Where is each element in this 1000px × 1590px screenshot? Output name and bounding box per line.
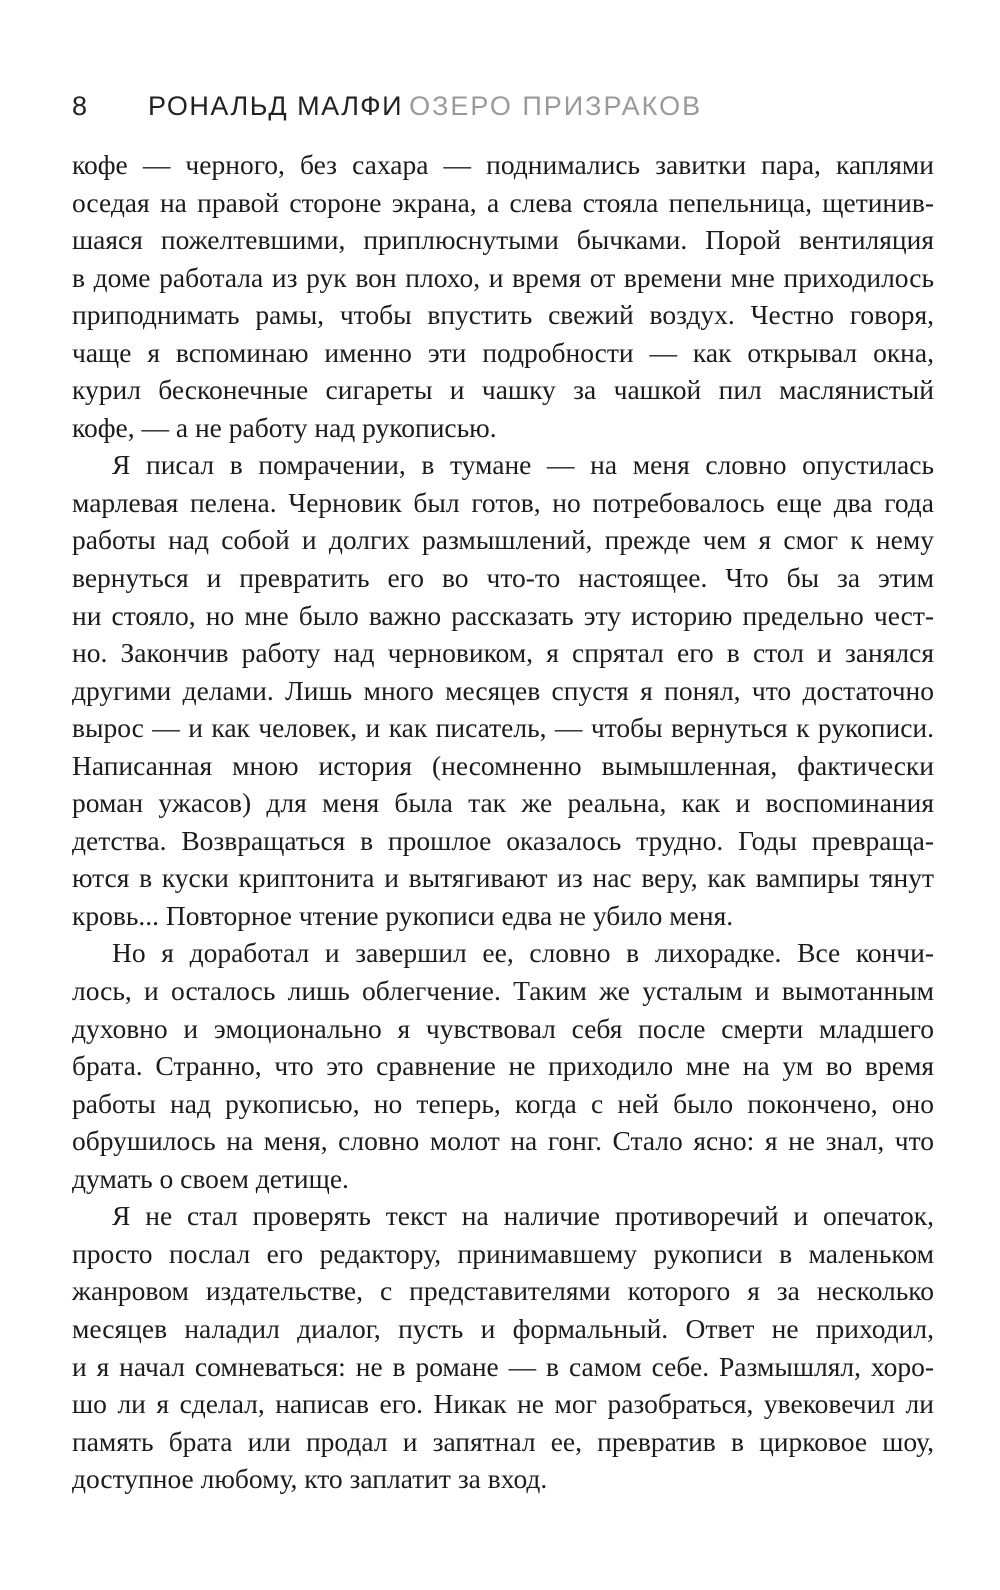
text-line: курил бесконечные сигареты и чашку за чашкой пил маслянистый [72,374,934,406]
text-line: и я начал сомневаться: не в романе — в самом себе. Размышлял, хоро- [72,1350,934,1382]
paragraph-2 [72,446,934,934]
text-line: кофе, — а не работу над рукописью. [72,411,497,443]
text-line: приподнимать рамы, чтобы впустить свежий воздух. Честно говоря, [72,299,934,331]
text-line: чаще я вспоминаю именно эти подробности — как открывал окна, [72,336,934,368]
text-line: память брата или продал и запятнал ее, превратив в цирковое шоу, [72,1425,934,1457]
text-line: жанровом издательстве, с представителями которого я за несколько [72,1275,934,1307]
text-line: марлевая пелена. Черновик был готов, но потребовалось еще два года [72,486,934,518]
text-line: работы над собой и долгих размышлений, прежде чем я смог к нему [72,524,934,556]
text-line: шаяся пожелтевшими, приплюснутыми бычками. Порой вентиляция [72,224,934,256]
text-line: ются в куски криптонита и вытягивают из нас веру, как вампиры тянут [72,862,934,894]
text-line: Написанная мною история (несомненно вымышленная, фактически [72,749,934,781]
book-title: ОЗЕРО ПРИЗРАКОВ [409,91,703,121]
text-line: оседая на правой стороне экрана, а слева стояла пепельница, щетинив- [72,186,934,218]
text-line: обрушилось на меня, словно молот на гонг. Стало ясно: я не знал, что [72,1125,934,1157]
text-line: духовно и эмоционально я чувствовал себя после смерти младшего [72,1012,934,1044]
text-line: кофе — черного, без сахара — поднимались завитки пара, каплями [72,149,934,180]
text-line: просто послал его редактору, принимавшему рукописи в маленьком [72,1237,934,1269]
text-line: Я писал в помрачении, в тумане — на меня словно опустилась [112,449,934,481]
text-line: работы над рукописью, но теперь, когда с ней было покончено, оно [72,1087,934,1119]
text-line: думать о своем детище. [72,1162,349,1194]
running-header [72,86,932,126]
paragraph-4 [72,1197,934,1497]
paragraph-3 [72,934,934,1197]
text-line: Но я доработал и завершил ее, словно в лихорадке. Все кончи- [112,937,934,969]
text-line: доступное любому, кто заплатит за вход. [72,1463,548,1495]
text-line: брата. Странно, что это сравнение не приходило мне на ум во время [72,1050,934,1082]
text-line: вырос — и как человек, и как писатель, — чтобы вернуться к рукописи. [72,712,934,744]
author-name: РОНАЛЬД МАЛФИ [148,91,404,121]
text-line: месяцев наладил диалог, пусть и формальный. Ответ не приходил, [72,1312,934,1344]
text-line: в доме работала из рук вон плохо, и время от времени мне приходилось [72,261,934,293]
body-text [72,146,934,1498]
paragraph-1 [72,146,934,446]
text-line: другими делами. Лишь много месяцев спустя я понял, что достаточно [72,674,934,706]
text-line: лось, и осталось лишь облегчение. Таким же усталым и вымотанным [72,975,934,1007]
text-line: роман ужасов) для меня была так же реальна, как и воспоминания [72,787,934,819]
text-line: Я не стал проверять текст на наличие противоречий и опечаток, [112,1200,934,1232]
text-line: детства. Возвращаться в прошлое оказалось трудно. Годы превраща- [72,824,934,856]
text-line: вернуться и превратить его во что-то настоящее. Что бы за этим [72,562,934,594]
text-line: кровь... Повторное чтение рукописи едва не убило меня. [72,899,734,931]
text-line: но. Закончив работу над черновиком, я спрятал его в стол и занялся [72,637,934,669]
text-line: ни стояло, но мне было важно рассказать эту историю предельно чест- [72,599,934,631]
page-number: 8 [72,91,89,121]
text-line: шо ли я сделал, написав его. Никак не мог разобраться, увековечил ли [72,1388,934,1420]
